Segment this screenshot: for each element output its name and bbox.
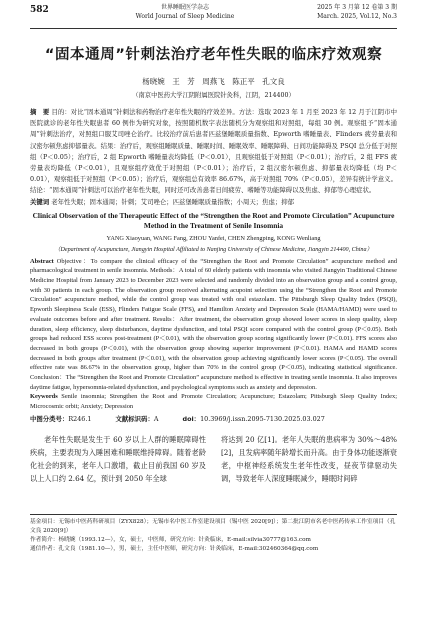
running-header [30,0,397,29]
journal-name-cn: 世界睡眠医学杂志 [160,4,209,11]
body-column-right [221,433,397,485]
authors-cn: 杨晓婉 王 芳 周燕飞 陈正平 孔文良 [142,77,285,86]
doi-label: doi： [182,414,201,423]
keywords-cn [30,197,397,208]
article-title-cn: “固本通周”针刺法治疗老年性失眠的临床疗效观察 [44,47,383,63]
document-code [116,415,161,423]
funding-note: 基金项目：无锡市中医药科研项目（ZYX828）；无锡市名中医工作室建设项目（锡中医 2020[9]）；第二批江阴市名老中医药传承工作室项目（孔文良 2020[9]） [30,519,396,534]
footnotes [30,514,397,554]
journal-name [130,3,240,21]
abstract-en-label: Abstract [30,257,54,265]
issue-info-en: March. 2025, Vol.12, No.3 [317,13,397,20]
keywords-en [30,392,397,411]
classification-row [30,414,397,423]
authors-en: YANG Xiaoyuan, WANG Fang, ZHOU Yanfei, CHEN Zhengping, KONG Wenliang [106,234,321,242]
doc-code-label: 文献标识码： [115,414,154,423]
clc-number [30,415,94,423]
clc-value: R246.1 [68,414,92,423]
affiliation-cn: （南京中医药大学江阴附属医院针灸科，江阴，214400） [132,92,295,99]
keywords-cn-label: 关键词 [30,197,50,206]
corresponding-author-note: 通信作者：孔文良（1981.10—），男，硕士，主任中医师，研究方向：针灸临床，E-mail:302460364@qq.com [30,546,319,552]
abstract-cn-text: 目的：对比“固本通周”针刺法和药物治疗老年性失眠的疗效差异。方法：选取 2023 年 1 月至 2023 年 12 月于江阴市中医院就诊的老年性失眠患者 60 例作为研究对象，按照随机数字表法随机分为观察组和对照组，每组 30 例。观察组予“固本通周”针刺法治疗，对照组口服艾司唑仑治疗。比较治疗前后患者匹兹堡睡眠质量指数、Epworth 嗜睡量表、Flinders 疲劳量表和汉密尔顿焦虑抑郁量表。结果：治疗后，观察组睡眠质量、睡眠时间、睡眠效率、睡眠障碍、日间功能障碍及 PSQI 总分低于对照组（P＜0.05）；治疗后，2 组 Epworth 嗜睡量表均降低（P＜0.01），且观察组低于对照组（P＜0.01）；治疗后，2 组 FFS 疲劳量表均降低（P＜0.01），且观察组疗效优于对照组（P＜0.01）；治疗后，2 组汉密尔顿焦虑、抑郁量表均降低（均 P＜0.01），观察组低于对照组（P＜0.05）；治疗后，观察组总有效率 86.67%，高于对照组 70%（P＜0.05），差异有统计学意义。结论：“固本通周”针刺法可以治疗老年性失眠，同时还可改善患者日间疲劳、嗜睡等功能障碍以及焦虑、抑郁等心理症状。 [30,108,397,195]
keywords-en-text: Senile insomnia; Strengthen the Root and Promote Circulation; Acupuncture; Estazolam; Pittsburgh Sleep Quality Index; Microcosmic orbit; Anxiety; Depression [30,393,397,411]
abstract-cn-label: 摘 要 [30,108,50,116]
body-text [30,433,397,485]
journal-name-en: World Journal of Sleep Medicine [135,13,235,20]
body-paragraph: 老年性失眠是发生于 60 岁以上人群的睡眠障碍性疾病，主要表现为入睡困难和睡眠维持障碍。随着老龄化社会的到来，老年人口激增，截止目前我国 60 岁及以上人口约 2.64 亿，预计到 2050 年全球 [30,434,206,483]
abstract-en-text: Objective：To compare the clinical efficacy of the “Strengthen the Root and Promote Circulation” acupuncture method and pharmacological treatment in senile insomnia. Methods：A total of 60 elderly patients with insomnia who visited Jiangyin Traditional Chinese Medicine Hospital from January 2023 to December 2023 were selected and randomly divided into an observation group and a control group, with 30 patients in each group. The observation group received alternating acupoint selection using the “Strengthen the Root and Promote Circulation” acupuncture method, while the control group was treated with oral estazolam. The Pittsburgh Sleep Quality Index (PSQI), Epworth Sleepiness Scale (ESS), Flinders Fatigue Scale (FFS), and Hamilton Anxiety and Depression Scale (HAMA/HAMD) were used to evaluate outcomes before and after treatment. Results：After treatment, the observation group showed lower scores in sleep quality, sleep duration, sleep efficiency, sleep disturbances, daytime dysfunction, and total PSQI score compared with the control group (P＜0.05). Both groups had reduced ESS scores post-treatment (P＜0.01), with the observation group scoring significantly lower (P＜0.01). FFS scores also decreased in both groups (P＜0.01), with the observation group showing superior improvement (P＜0.01). HAMA and HAMD scores decreased in both groups after treatment (P＜0.01), with the observation group achieving significantly lower scores (P＜0.05). The overall effective rate was 86.67% in the observation group, higher than 70% in the control group (P＜0.05), indicating statistical significance. Conclusion：The “Strengthen the Root and Promote Circulation” acupuncture method is effective in treating senile insomnia. It also improves daytime fatigue, hypersomnia-related dysfunction, and psychological symptoms such as anxiety and depression. [30,257,397,391]
keywords-cn-text: 老年性失眠；固本通周；针刺；艾司唑仑；匹兹堡睡眠质量指数；小周天；焦虑；抑郁 [51,197,295,206]
doi [183,415,325,423]
affiliation-en: （Department of Acupuncture, Jiangyin Hospital Affiliated to Nanjing University of Chinese Medicine, Jiangyin 214400, China） [54,246,373,253]
doc-code-value: A [153,414,159,423]
abstract-cn [30,107,397,197]
issue-info-cn: 2025 年 3 月第 12 卷第 3 期 [317,4,397,11]
clc-label: 中图分类号： [30,414,69,423]
body-paragraph: 将达到 20 亿[1]。老年人失眠的患病率为 30%～48%[2]，且发病率随年龄增长而升高。由于身体功能逐渐衰老，中枢神经系统发生老年性改变，昼夜节律驱动失调，导致老年人深度睡眠减少，睡眠时间碎 [221,434,397,483]
issue-info [317,3,397,21]
article-title-en: Clinical Observation of the Therapeutic Effect of the “Strengthen the Root and Promote Circulation” Acupuncture Method in the Treatment of Senile Insomnia [32,210,395,231]
author-note: 作者简介：杨晓婉（1993.12—），女，硕士，中医师，研究方向：针灸临床，E-mail:silvia30777@163.com [30,537,311,543]
doi-value: 10.3969/j.issn.2095-7130.2025.03.027 [200,414,325,423]
body-column-left [30,433,206,485]
page-number: 582 [30,5,49,15]
keywords-en-label: Keywords [30,393,58,401]
abstract-en [30,257,397,393]
